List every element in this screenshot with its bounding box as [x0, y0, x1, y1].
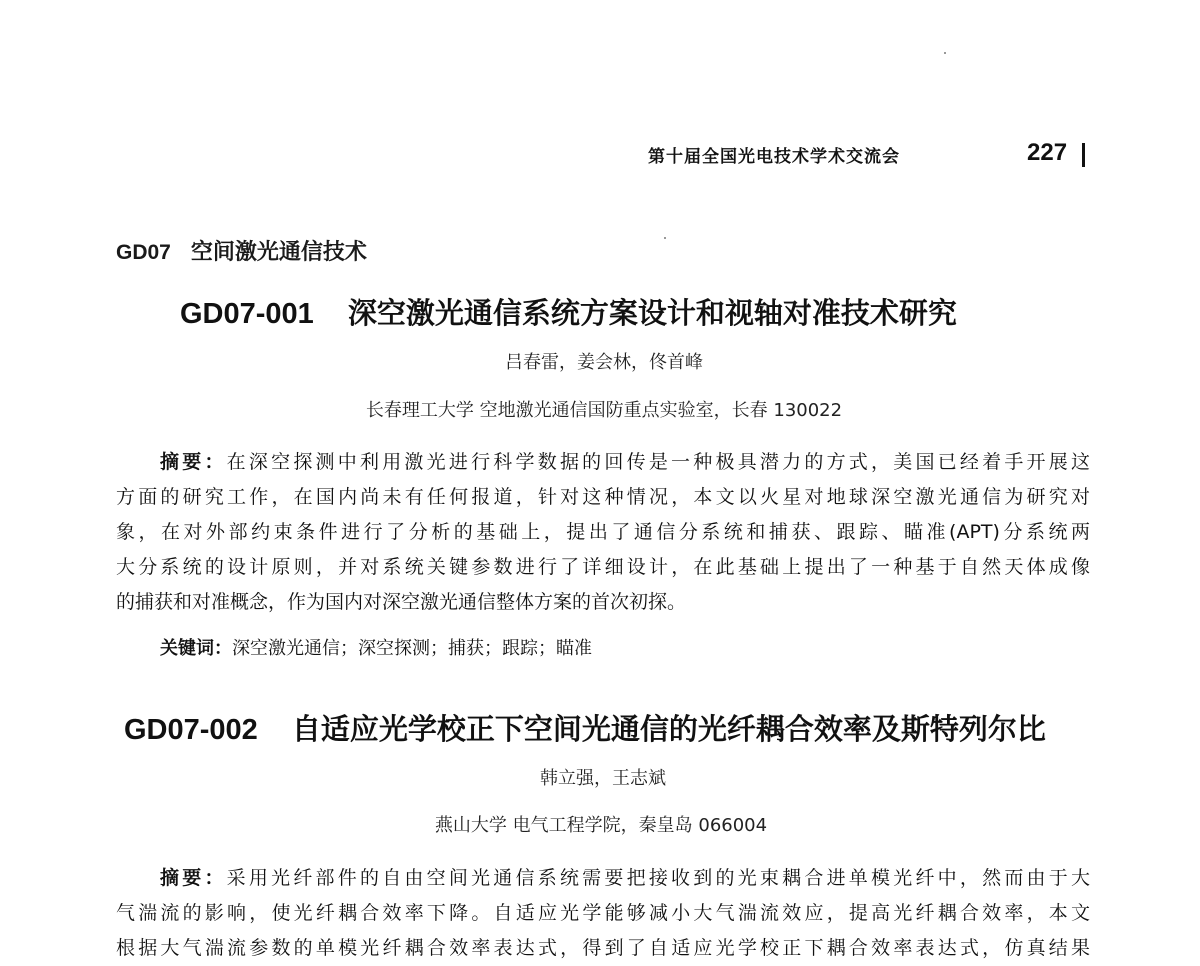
abstract-line: 的捕获和对准概念，作为国内对深空激光通信整体方案的首次初探。 — [116, 591, 687, 613]
keywords-label: 关键词： — [160, 638, 232, 659]
abstract-line: 摘要：采用光纤部件的自由空间光通信系统需要把接收到的光束耦合进单模光纤中，然而由于大 — [160, 867, 1090, 889]
paper-authors: 吕春雷，姜会林，佟首峰 — [505, 352, 703, 373]
abstract-line: 大分系统的设计原则，并对系统关键参数进行了详细设计，在此基础上提出了一种基于自然天体成像 — [116, 556, 1090, 578]
paper-affiliation: 燕山大学 电气工程学院，秦皇岛 066004 — [434, 815, 768, 836]
paper-code: GD07-001 — [180, 298, 314, 330]
paper-title-text: 自适应光学校正下空间光通信的光纤耦合效率及斯特列尔比 — [291, 712, 1046, 746]
section-title: 空间激光通信技术 — [190, 240, 367, 265]
paper-title — [124, 707, 1046, 748]
abstract-line: 根据大气湍流参数的单模光纤耦合效率表达式，得到了自适应光学校正下耦合效率表达式，仿真结果 — [116, 937, 1090, 959]
abstract-line: 方面的研究工作，在国内尚未有任何报道，针对这种情况，本文以火星对地球深空激光通信为研究对 — [116, 486, 1090, 508]
paper-authors: 韩立强，王志斌 — [540, 768, 666, 789]
margin-dot — [664, 237, 666, 239]
abstract-label: 摘要： — [160, 451, 227, 473]
header-rule — [1082, 143, 1085, 167]
paper-abstract — [116, 861, 1090, 966]
abstract-line: 气湍流的影响，使光纤耦合效率下降。自适应光学能够减小大气湍流效应，提高光纤耦合效率，本文 — [116, 902, 1090, 924]
paper-keywords — [160, 634, 592, 660]
paper-title — [180, 291, 957, 332]
paper-affiliation: 长春理工大学 空地激光通信国防重点实验室，长春 130022 — [365, 400, 843, 421]
abstract-line: 象，在对外部约束条件进行了分析的基础上，提出了通信分系统和捕获、跟踪、瞄准(APT)分系统两 — [116, 521, 1090, 543]
page-number: 227 — [1027, 139, 1068, 166]
running-header-conference: 第十届全国光电技术学术交流会 — [648, 147, 900, 167]
section-heading — [116, 235, 367, 266]
keywords-text: 深空激光通信；深空探测；捕获；跟踪；瞄准 — [232, 638, 592, 659]
paper-code: GD07-002 — [124, 714, 258, 746]
paper-title-text: 深空激光通信系统方案设计和视轴对准技术研究 — [347, 296, 957, 330]
margin-dot — [944, 52, 946, 54]
abstract-line: 摘要：在深空探测中利用激光进行科学数据的回传是一种极具潜力的方式，美国已经着手开展这 — [160, 451, 1090, 473]
section-code: GD07 — [116, 241, 171, 264]
paper-abstract — [116, 445, 1090, 620]
abstract-label: 摘要： — [160, 867, 227, 889]
